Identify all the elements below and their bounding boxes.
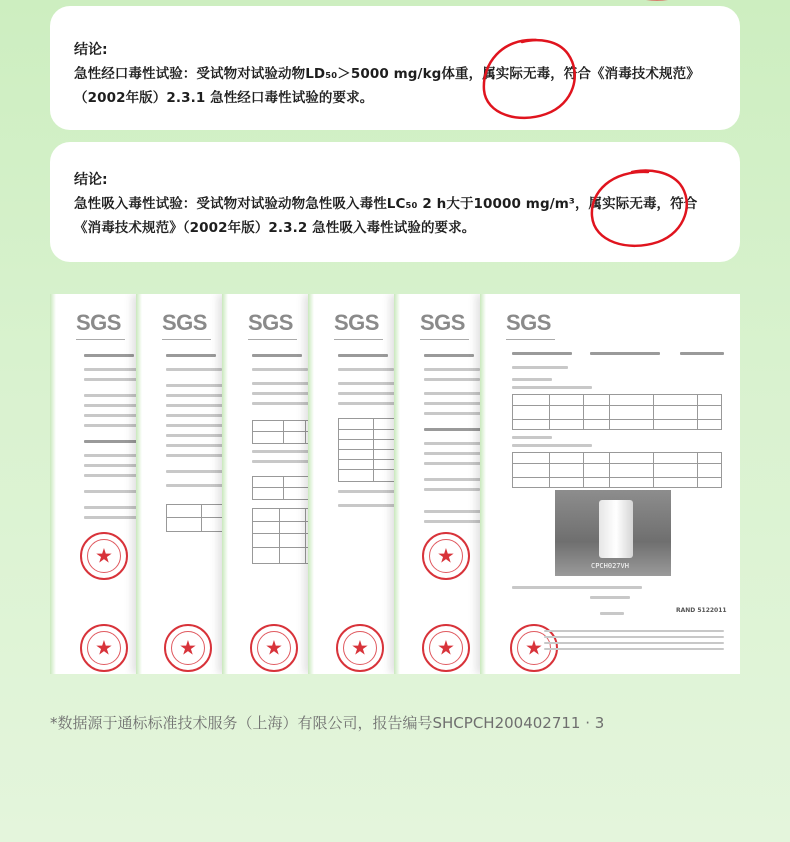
- red-seal-stamp: [164, 624, 212, 672]
- sample-label: CPCH027VH: [591, 562, 629, 570]
- sgs-logo: SGS: [506, 310, 551, 335]
- sgs-logo: SGS: [76, 310, 121, 335]
- report-table: [512, 394, 722, 430]
- sgs-logo: SGS: [334, 310, 379, 335]
- sgs-logo: SGS: [162, 310, 207, 335]
- sample-photo: [555, 490, 671, 576]
- red-seal-stamp: [250, 624, 298, 672]
- sample-jar: [599, 500, 633, 558]
- red-seal-stamp: [336, 624, 384, 672]
- red-seal-stamp: [422, 532, 470, 580]
- conclusion-title: 结论:: [74, 42, 108, 58]
- conclusion-card-oral: [50, 6, 740, 130]
- red-seal-stamp: [80, 624, 128, 672]
- report-page-6: [480, 294, 740, 674]
- sgs-logo: SGS: [420, 310, 465, 335]
- test-report-documents: [50, 294, 740, 674]
- red-seal-stamp: [80, 532, 128, 580]
- top-annotation-circle: [612, 0, 702, 4]
- data-source-footnote: *数据源于通标标准技术服务（上海）有限公司，报告编号SHCPCH200402711 · 3: [50, 714, 605, 732]
- conclusion-title: 结论:: [74, 172, 108, 188]
- conclusion-text: 急性经口毒性试验：受试物对试验动物LD₅₀＞5000 mg/kg体重，属实际无毒，符合《消毒技术规范》（2002年版）2.3.1 急性经口毒性试验的要求。: [74, 66, 700, 106]
- conclusion-card-inhalation: [50, 142, 740, 262]
- report-table: [512, 452, 722, 488]
- red-seal-stamp: [422, 624, 470, 672]
- report-footer-text: [544, 630, 730, 658]
- page-edge: [50, 294, 56, 674]
- conclusion-text: 急性吸入毒性试验：受试物对试验动物急性吸入毒性LC₅₀ 2 h大于10000 mg/m³，属实际无毒，符合《消毒技术规范》（2002年版）2.3.2 急性吸入毒性试验的要求。: [74, 196, 698, 236]
- report-reference: RAND 5122011: [676, 607, 727, 614]
- sgs-logo: SGS: [248, 310, 293, 335]
